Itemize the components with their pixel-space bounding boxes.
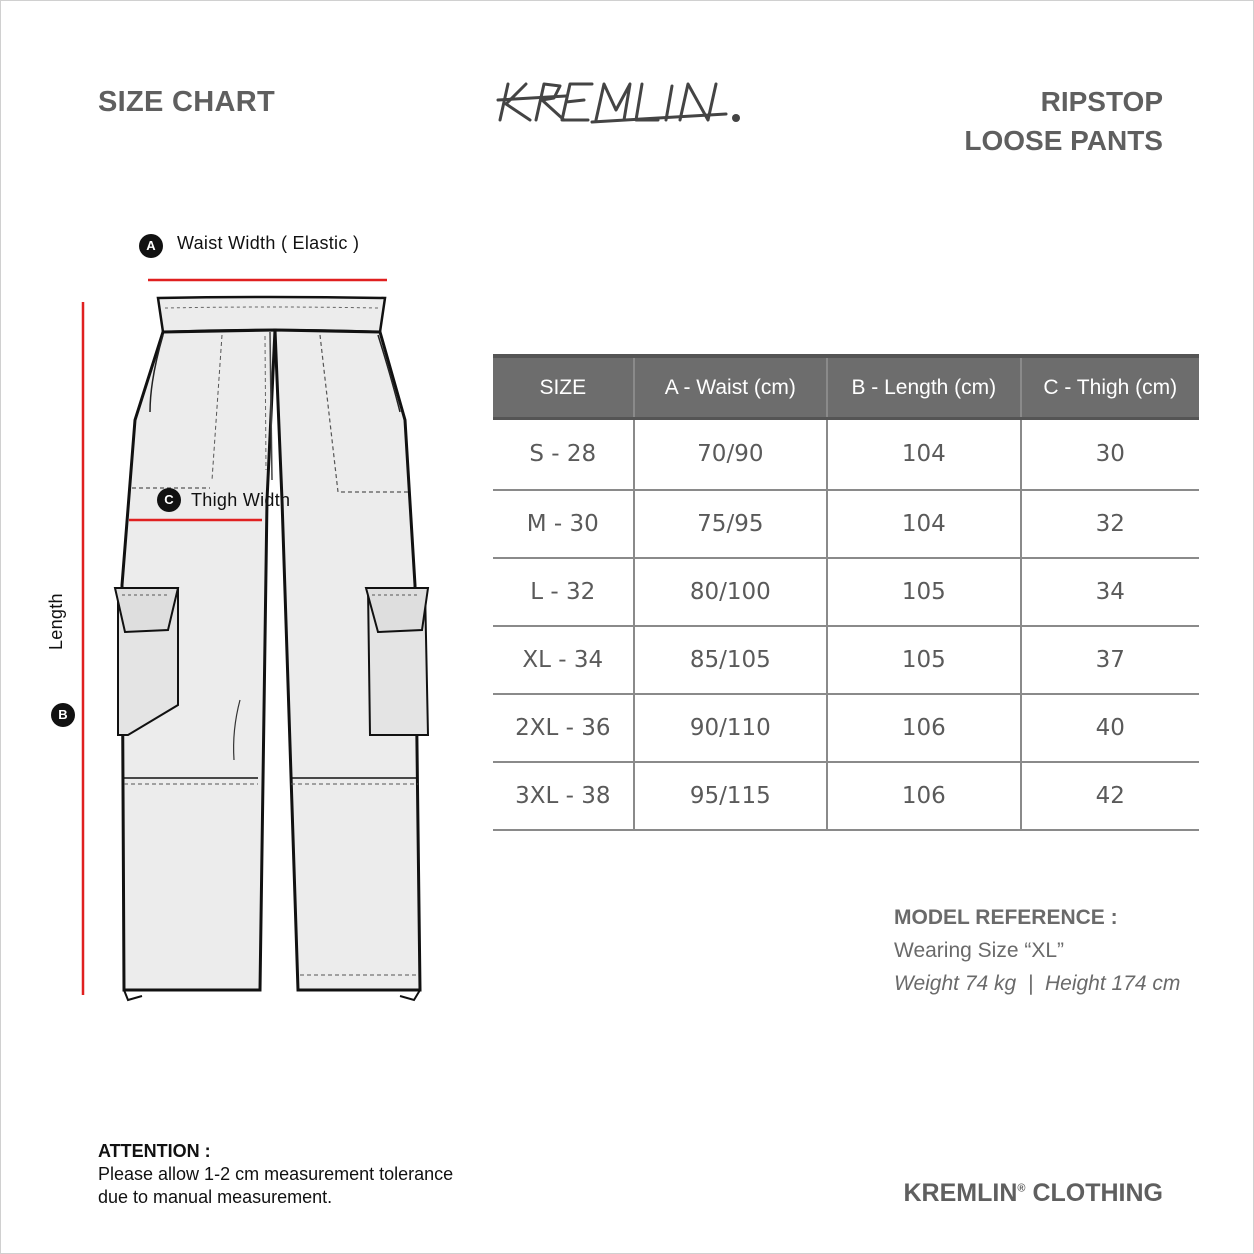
cell-thigh: 32 [1021,490,1199,558]
attention-line-2: due to manual measurement. [98,1187,333,1207]
cell-waist: 75/95 [634,490,828,558]
brand-logo [496,70,746,134]
cell-length: 105 [827,626,1020,694]
cell-thigh: 30 [1021,419,1199,490]
header-thigh: C - Thigh (cm) [1021,356,1199,419]
table-row [493,558,1199,626]
cell-size: S - 28 [493,419,634,490]
product-line-2: LOOSE PANTS [964,125,1163,156]
attention-note [98,1140,453,1209]
cell-length: 106 [827,694,1020,762]
cell-length: 104 [827,490,1020,558]
header-length: B - Length (cm) [827,356,1020,419]
cell-waist: 95/115 [634,762,828,830]
table-row [493,694,1199,762]
brand-name: KREMLIN [903,1179,1018,1207]
cell-waist: 80/100 [634,558,828,626]
badge-b: B [51,703,75,727]
table-header-row [493,356,1199,419]
cell-waist: 70/90 [634,419,828,490]
badge-a: A [139,234,163,258]
cell-size: L - 32 [493,558,634,626]
cell-thigh: 37 [1021,626,1199,694]
brand-suffix: CLOTHING [1025,1179,1163,1207]
cell-size: 2XL - 36 [493,694,634,762]
model-heading: MODEL REFERENCE : [894,906,1118,929]
cell-size: M - 30 [493,490,634,558]
model-reference [894,901,1180,1000]
waistband [158,297,385,332]
table-row [493,419,1199,490]
waist-width-label: Waist Width ( Elastic ) [177,233,360,253]
cell-thigh: 40 [1021,694,1199,762]
product-name [964,82,1163,160]
model-size: Wearing Size “XL” [894,939,1065,962]
size-table [493,354,1199,831]
cell-waist: 85/105 [634,626,828,694]
cell-size: 3XL - 38 [493,762,634,830]
table-row [493,490,1199,558]
trademark-symbol: ® [1017,1182,1026,1195]
cell-length: 105 [827,558,1020,626]
cell-length: 104 [827,419,1020,490]
table-row [493,762,1199,830]
attention-heading: ATTENTION : [98,1141,211,1161]
page-title: SIZE CHART [98,86,275,118]
cell-thigh: 34 [1021,558,1199,626]
cell-waist: 90/110 [634,694,828,762]
length-label: Length [46,593,66,650]
attention-line-1: Please allow 1-2 cm measurement tolerance [98,1164,454,1184]
table-row [493,626,1199,694]
product-line-1: RIPSTOP [1040,86,1163,117]
cell-thigh: 42 [1021,762,1199,830]
cell-length: 106 [827,762,1020,830]
badge-c: C [157,488,181,512]
model-stats: Weight 74 kg | Height 174 cm [894,972,1181,995]
header-size: SIZE [493,356,634,419]
brand-footer [904,1179,1164,1208]
header-waist: A - Waist (cm) [634,356,828,419]
cell-size: XL - 34 [493,626,634,694]
thigh-width-label: Thigh Width [191,490,291,510]
